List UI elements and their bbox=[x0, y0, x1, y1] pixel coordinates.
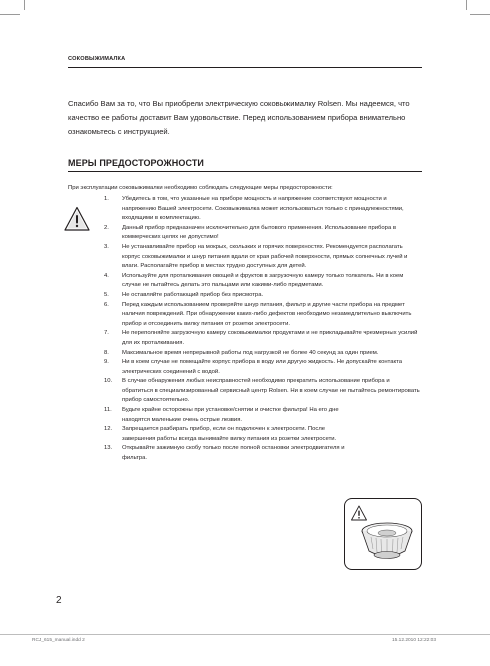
list-item bbox=[104, 349, 422, 359]
crop-mark bbox=[24, 0, 25, 10]
item-number: 5. bbox=[104, 291, 109, 298]
crop-mark bbox=[466, 0, 467, 10]
item-text: Не устанавливайте прибор на мокрых, скользких и горячих поверхностях. Рекомендуется располагать корпус соковыжималки и шнур питания вдали от края рабочей поверхности, прямых солнечных лучей и влаги. Располагайте прибор в местах трудно доступных для детей. bbox=[122, 243, 408, 270]
item-text: Используйте для проталкивания овощей и фруктов в загрузочную камеру только толкатель. Ни в коем случае не пытайтесь делать это пальцами или какими-либо предметами. bbox=[122, 272, 404, 289]
item-text: Перед каждым использованием проверяйте шнур питания, фильтр и другие части прибора на предмет наличия повреждений. При обнаружении каких-либо дефектов необходимо незамедлительно выключить прибор и отсоединить вилку питания от розетки электросети. bbox=[122, 301, 412, 327]
item-number: 10. bbox=[104, 378, 113, 385]
item-number: 9. bbox=[104, 359, 109, 366]
item-text: Данный прибор предназначен исключительно для бытового применения. Использование прибора в коммерческих целях не допустимо! bbox=[122, 224, 397, 241]
list-item bbox=[104, 329, 422, 348]
precautions-list bbox=[104, 195, 422, 464]
item-text: Будьте крайне осторожны при установке/снятии и очистке фильтра! На его дне находятся маленькие очень острые лезвия. bbox=[122, 407, 339, 423]
item-text: Ни в коем случае не помещайте корпус прибора в воду или другую жидкость. Не допускайте контакта электрических соединений с водой. bbox=[122, 359, 403, 375]
juicer-filter-illustration bbox=[359, 515, 415, 565]
section-title: МЕРЫ ПРЕДОСТОРОЖНОСТИ bbox=[68, 158, 204, 168]
list-item bbox=[104, 406, 354, 425]
item-text: Максимальное время непрерывной работы под нагрузкой не более 40 секунд за один прием. bbox=[122, 349, 379, 356]
item-number: 4. bbox=[104, 272, 109, 279]
section-lead: При эксплуатации соковыжималки необходимо соблюдать следующие меры предосторожности: bbox=[68, 185, 333, 191]
footer-filename: RCJ_615_manual.indd 2 bbox=[32, 638, 85, 643]
list-item bbox=[104, 243, 422, 272]
section-divider bbox=[68, 171, 422, 172]
item-text: Убедитесь в том, что указанные на приборе мощность и напряжение соответствуют мощности и напряжению Вашей электросети. Соковыжималка может использоваться только с принадлежностями, входящими в комплектацию. bbox=[122, 196, 404, 222]
warning-triangle-icon bbox=[64, 206, 90, 232]
running-header: СОКОВЫЖИМАЛКА bbox=[68, 56, 126, 62]
item-number: 7. bbox=[104, 330, 109, 337]
item-text: В случае обнаружения любых неисправностей необходимо прекратить использование прибора и обратиться в специализированный сервисный центр Rolsen. Ни в коем случае не пытайтесь ремонтировать прибор самостоятельно. bbox=[122, 378, 420, 404]
list-item bbox=[104, 425, 354, 444]
list-item bbox=[104, 358, 422, 377]
item-number: 1. bbox=[104, 196, 109, 202]
header-divider bbox=[68, 67, 422, 68]
item-number: 6. bbox=[104, 301, 109, 308]
footer-timestamp: 15.12.2010 12:22:03 bbox=[392, 638, 437, 643]
intro-paragraph: Спасибо Вам за то, что Вы приобрели электрическую соковыжималку Rolsen. Мы надеемся, что качество ее работы доставит Вам удовольствие. Перед использованием прибора внимательно ознакомьтесь с инструкцией. bbox=[68, 99, 410, 136]
item-number: 8. bbox=[104, 349, 109, 356]
item-number: 13. bbox=[104, 445, 113, 452]
list-item bbox=[104, 301, 422, 330]
item-number: 3. bbox=[104, 243, 109, 250]
list-item bbox=[104, 291, 422, 301]
item-text: Открывайте зажимную скобу только после полной остановки электродвигателя и фильтра. bbox=[122, 445, 345, 462]
crop-mark bbox=[0, 14, 20, 15]
footer-rule bbox=[0, 634, 490, 635]
item-text: Не оставляйте работающий прибор без присмотра. bbox=[122, 291, 264, 298]
filter-warning-figure bbox=[344, 498, 422, 570]
item-text: Запрещается разбирать прибор, если он подключен к электросети. После завершения работы всегда вынимайте вилку питания из розетки электросети. bbox=[122, 426, 337, 442]
list-item bbox=[104, 444, 354, 463]
crop-mark bbox=[470, 14, 490, 15]
item-number: 12. bbox=[104, 426, 113, 433]
item-number: 2. bbox=[104, 224, 109, 231]
item-number: 11. bbox=[104, 407, 112, 414]
page-number: 2 bbox=[56, 595, 62, 606]
list-item bbox=[104, 377, 422, 406]
list-item bbox=[104, 195, 422, 224]
list-item bbox=[104, 272, 422, 291]
list-item bbox=[104, 224, 422, 243]
item-text: Не переполняйте загрузочную камеру соковыжималки продуктами и не прикладывайте чрезмерных усилий для их проталкивания. bbox=[122, 330, 418, 346]
